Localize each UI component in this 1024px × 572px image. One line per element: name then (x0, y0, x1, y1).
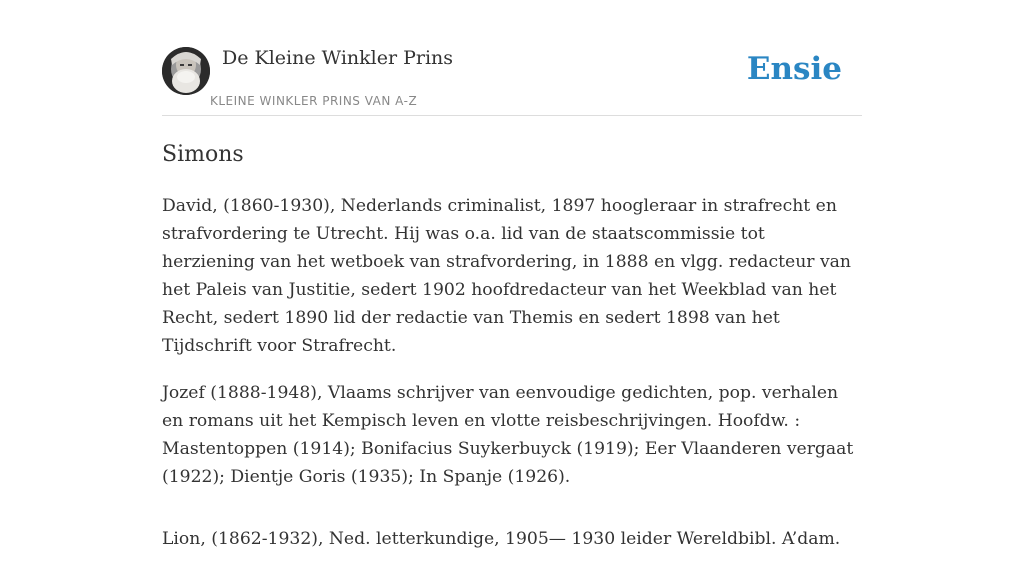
site-title[interactable]: De Kleine Winkler Prins (222, 47, 454, 69)
page (162, 0, 862, 572)
entry-david: David, (1860-1930), Nederlands criminalist, 1897 hoogleraar in strafrecht en strafvordering te Utrecht. Hij was o.a. lid van de staatscommissie tot herziening van het wetboek van strafvordering, in 1888 en vlgg. redacteur van het Paleis van Justitie, sedert 1902 hoofdredacteur van het Weekblad van het Recht, sedert 1890 lid der redactie van Themis en sedert 1898 van het Tijdschrift voor Strafrecht. (162, 196, 851, 356)
site-header (162, 0, 862, 116)
article-body (162, 192, 862, 553)
article-title: Simons (162, 142, 244, 167)
site-subtitle[interactable]: KLEINE WINKLER PRINS VAN A-Z (210, 94, 418, 108)
bearded-man-portrait-icon[interactable] (162, 47, 210, 95)
entry-lion: Lion, (1862-1932), Ned. letterkundige, 1905— 1930 leider Wereldbibl. A’dam. (162, 529, 841, 549)
ensie-logo[interactable]: Ensie (746, 51, 842, 87)
entry-jozef: Jozef (1888-1948), Vlaams schrijver van eenvoudige gedichten, pop. verhalen en romans uit het Kempisch leven en vlotte reisbeschrijvingen. Hoofdw. : Mastentoppen (1914); Bonifacius Suykerbuyck (1919); Eer Vlaanderen vergaat (1922); Dientje Goris (1935); In Spanje (1926). (162, 383, 854, 487)
